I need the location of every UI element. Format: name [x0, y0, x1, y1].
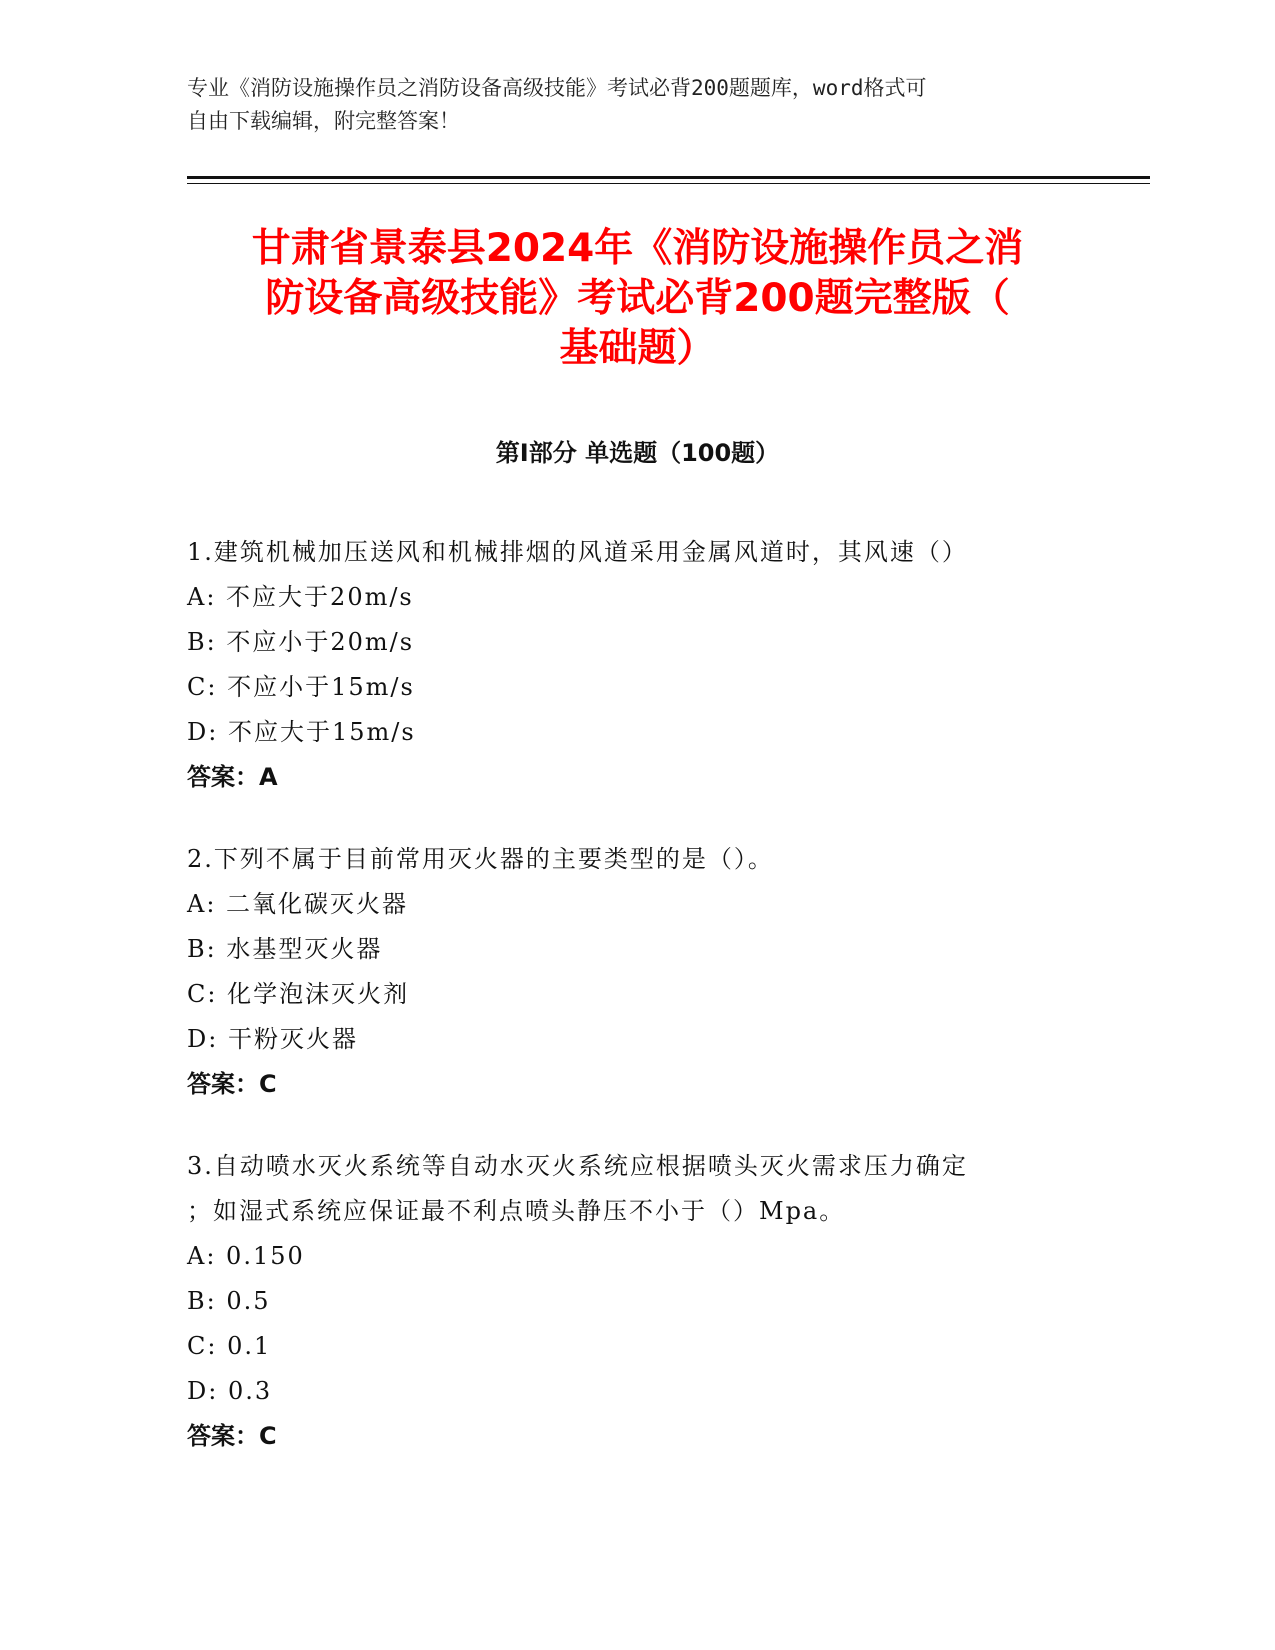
title-line-3: 基础题）: [559, 326, 716, 371]
option-d: D: 0.3: [187, 1377, 273, 1405]
option-b: B: 0.5: [187, 1287, 271, 1315]
option-b: B: 不应小于20m/s: [187, 628, 415, 656]
answer: 答案：A: [187, 763, 278, 791]
option-c: C: 0.1: [187, 1332, 272, 1360]
document-title: [187, 224, 1088, 374]
question-stem: 2.下列不属于目前常用灭火器的主要类型的是（）。: [187, 845, 774, 873]
question-2: [187, 837, 1087, 1107]
header-line-2: 自由下载编辑，附完整答案！: [187, 109, 460, 133]
section-title: 第I部分 单选题（100题）: [495, 439, 780, 467]
answer: 答案：C: [187, 1070, 277, 1098]
option-c: C: 化学泡沫灭火剂: [187, 980, 410, 1008]
question-1: [187, 530, 1087, 800]
option-d: D: 不应大于15m/s: [187, 718, 416, 746]
header-line-1: 专业《消防设施操作员之消防设备高级技能》考试必背200题题库，word格式可: [187, 76, 927, 100]
option-a: A: 不应大于20m/s: [187, 583, 414, 611]
header-divider-thin: [187, 183, 1150, 184]
option-c: C: 不应小于15m/s: [187, 673, 415, 701]
title-line-1: 甘肃省景泰县2024年《消防设施操作员之消: [251, 226, 1024, 271]
answer: 答案：C: [187, 1422, 277, 1450]
header-divider-thick: [187, 176, 1150, 179]
question-3: [187, 1144, 1087, 1459]
option-a: A: 0.150: [187, 1242, 305, 1270]
option-a: A: 二氧化碳灭火器: [187, 890, 409, 918]
question-stem: 1.建筑机械加压送风和机械排烟的风道采用金属风道时，其风速（）: [187, 538, 968, 566]
question-stem-continued: ；如湿式系统应保证最不利点喷头静压不小于（）Mpa。: [187, 1197, 846, 1225]
option-b: B: 水基型灭火器: [187, 935, 383, 963]
document-header: [187, 72, 1067, 138]
title-line-2: 防设备高级技能》考试必背200题完整版（: [265, 276, 1010, 321]
option-d: D: 干粉灭火器: [187, 1025, 358, 1053]
question-stem: 3.自动喷水灭火系统等自动水灭火系统应根据喷头灭火需求压力确定: [187, 1152, 968, 1180]
question-list: [187, 530, 1087, 1496]
